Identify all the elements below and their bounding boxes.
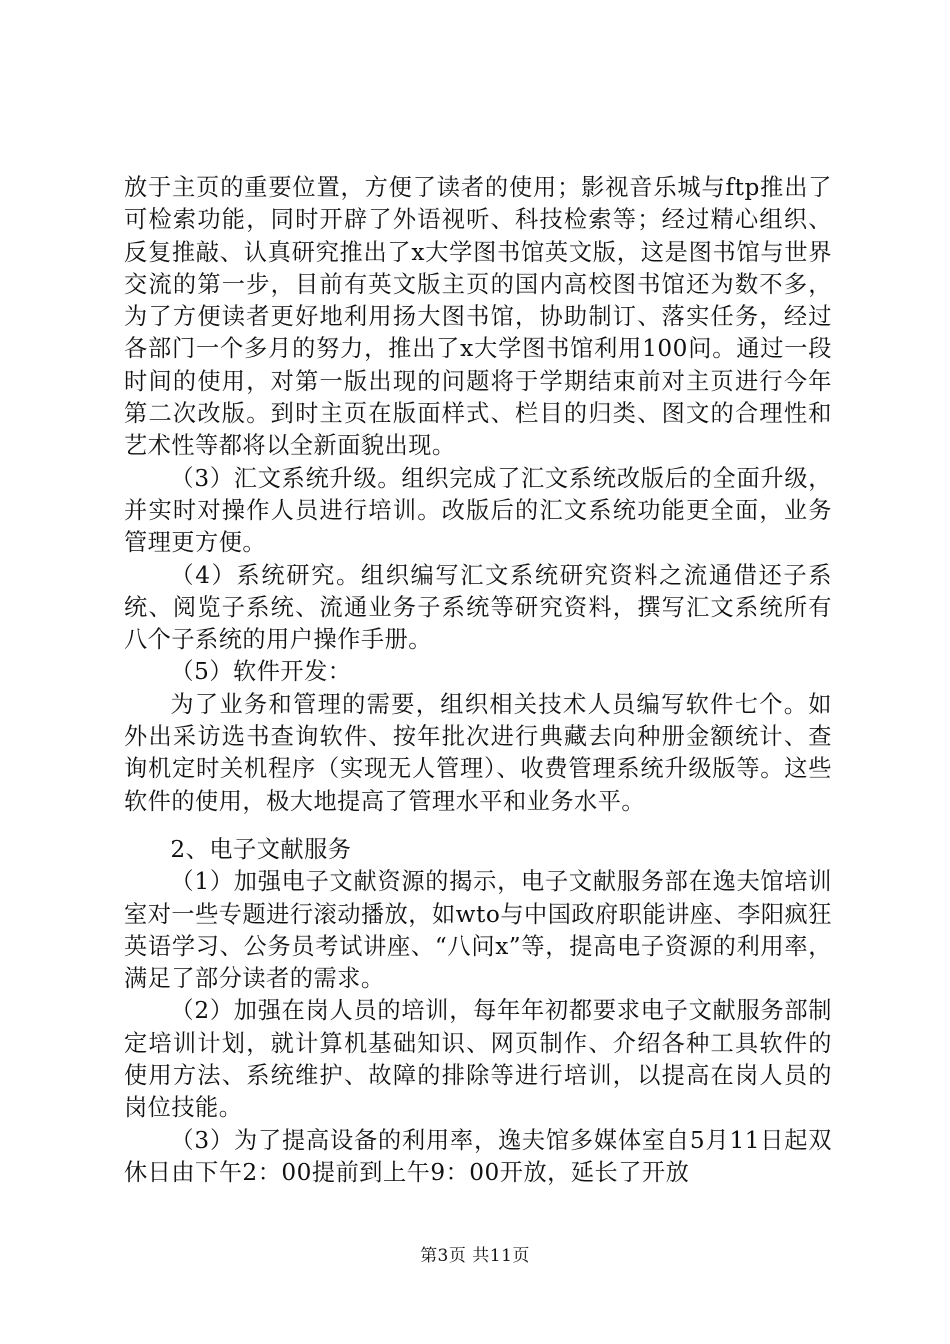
paragraph-equipment-usage: （3）为了提高设备的利用率，逸夫馆多媒体室自5月11日起双休日由下午2：00提前到上午9：00开放，延长了开放 [124, 1126, 832, 1186]
document-body [124, 172, 832, 1189]
paragraph-system-research: （4）系统研究。组织编写汇文系统研究资料之流通借还子系统、阅览子系统、流通业务子系统等研究资料，撰写汇文系统所有八个子系统的用户操作手册。 [124, 561, 832, 654]
page-number-footer: 第3页 共11页 [420, 1246, 530, 1266]
section-heading-e-literature: 2、电子文献服务 [170, 835, 352, 863]
paragraph-continued: 放于主页的重要位置，方便了读者的使用；影视音乐城与ftp推出了可检索功能，同时开辟了外语视听、科技检索等；经过精心组织、反复推敲、认真研究推出了x大学图书馆英文版，这是图书馆与世界交流的第一步，目前有英文版主页的国内高校图书馆还为数不多，为了方便读者更好地利用扬大图书馆，协助制订、落实任务，经过各部门一个多月的努力，推出了x大学图书馆利用100问。通过一段时间的使用，对第一版出现的问题将于学期结束前对主页进行今年第二次改版。到时主页在版面样式、栏目的归类、图文的合理性和艺术性等都将以全新面貌出现。 [124, 174, 832, 460]
paragraph-software-dev: 为了业务和管理的需要，组织相关技术人员编写软件七个。如外出采访选书查询软件、按年批次进行典藏去向种册金额统计、查询机定时关机程序（实现无人管理）、收费管理系统升级版等。这些软件的使用，极大地提高了管理水平和业务水平。 [124, 690, 832, 815]
paragraph-resource-disclosure: （1）加强电子文献资源的揭示，电子文献服务部在逸夫馆培训室对一些专题进行滚动播放，如wto与中国政府职能讲座、李阳疯狂英语学习、公务员考试讲座、“八问x”等，提高电子资源的利用率，满足了部分读者的需求。 [124, 868, 832, 993]
paragraph-huiwen-upgrade: （3）汇文系统升级。组织完成了汇文系统改版后的全面升级，并实时对操作人员进行培训。改版后的汇文系统功能更全面，业务管理更方便。 [124, 464, 832, 557]
paragraph-software-dev-heading: （5）软件开发： [170, 658, 352, 686]
paragraph-staff-training: （2）加强在岗人员的培训，每年年初都要求电子文献服务部制定培训计划，就计算机基础知识、网页制作、介绍各种工具软件的使用方法、系统维护、故障的排除等进行培训，以提高在岗人员的岗位技能。 [124, 997, 832, 1122]
